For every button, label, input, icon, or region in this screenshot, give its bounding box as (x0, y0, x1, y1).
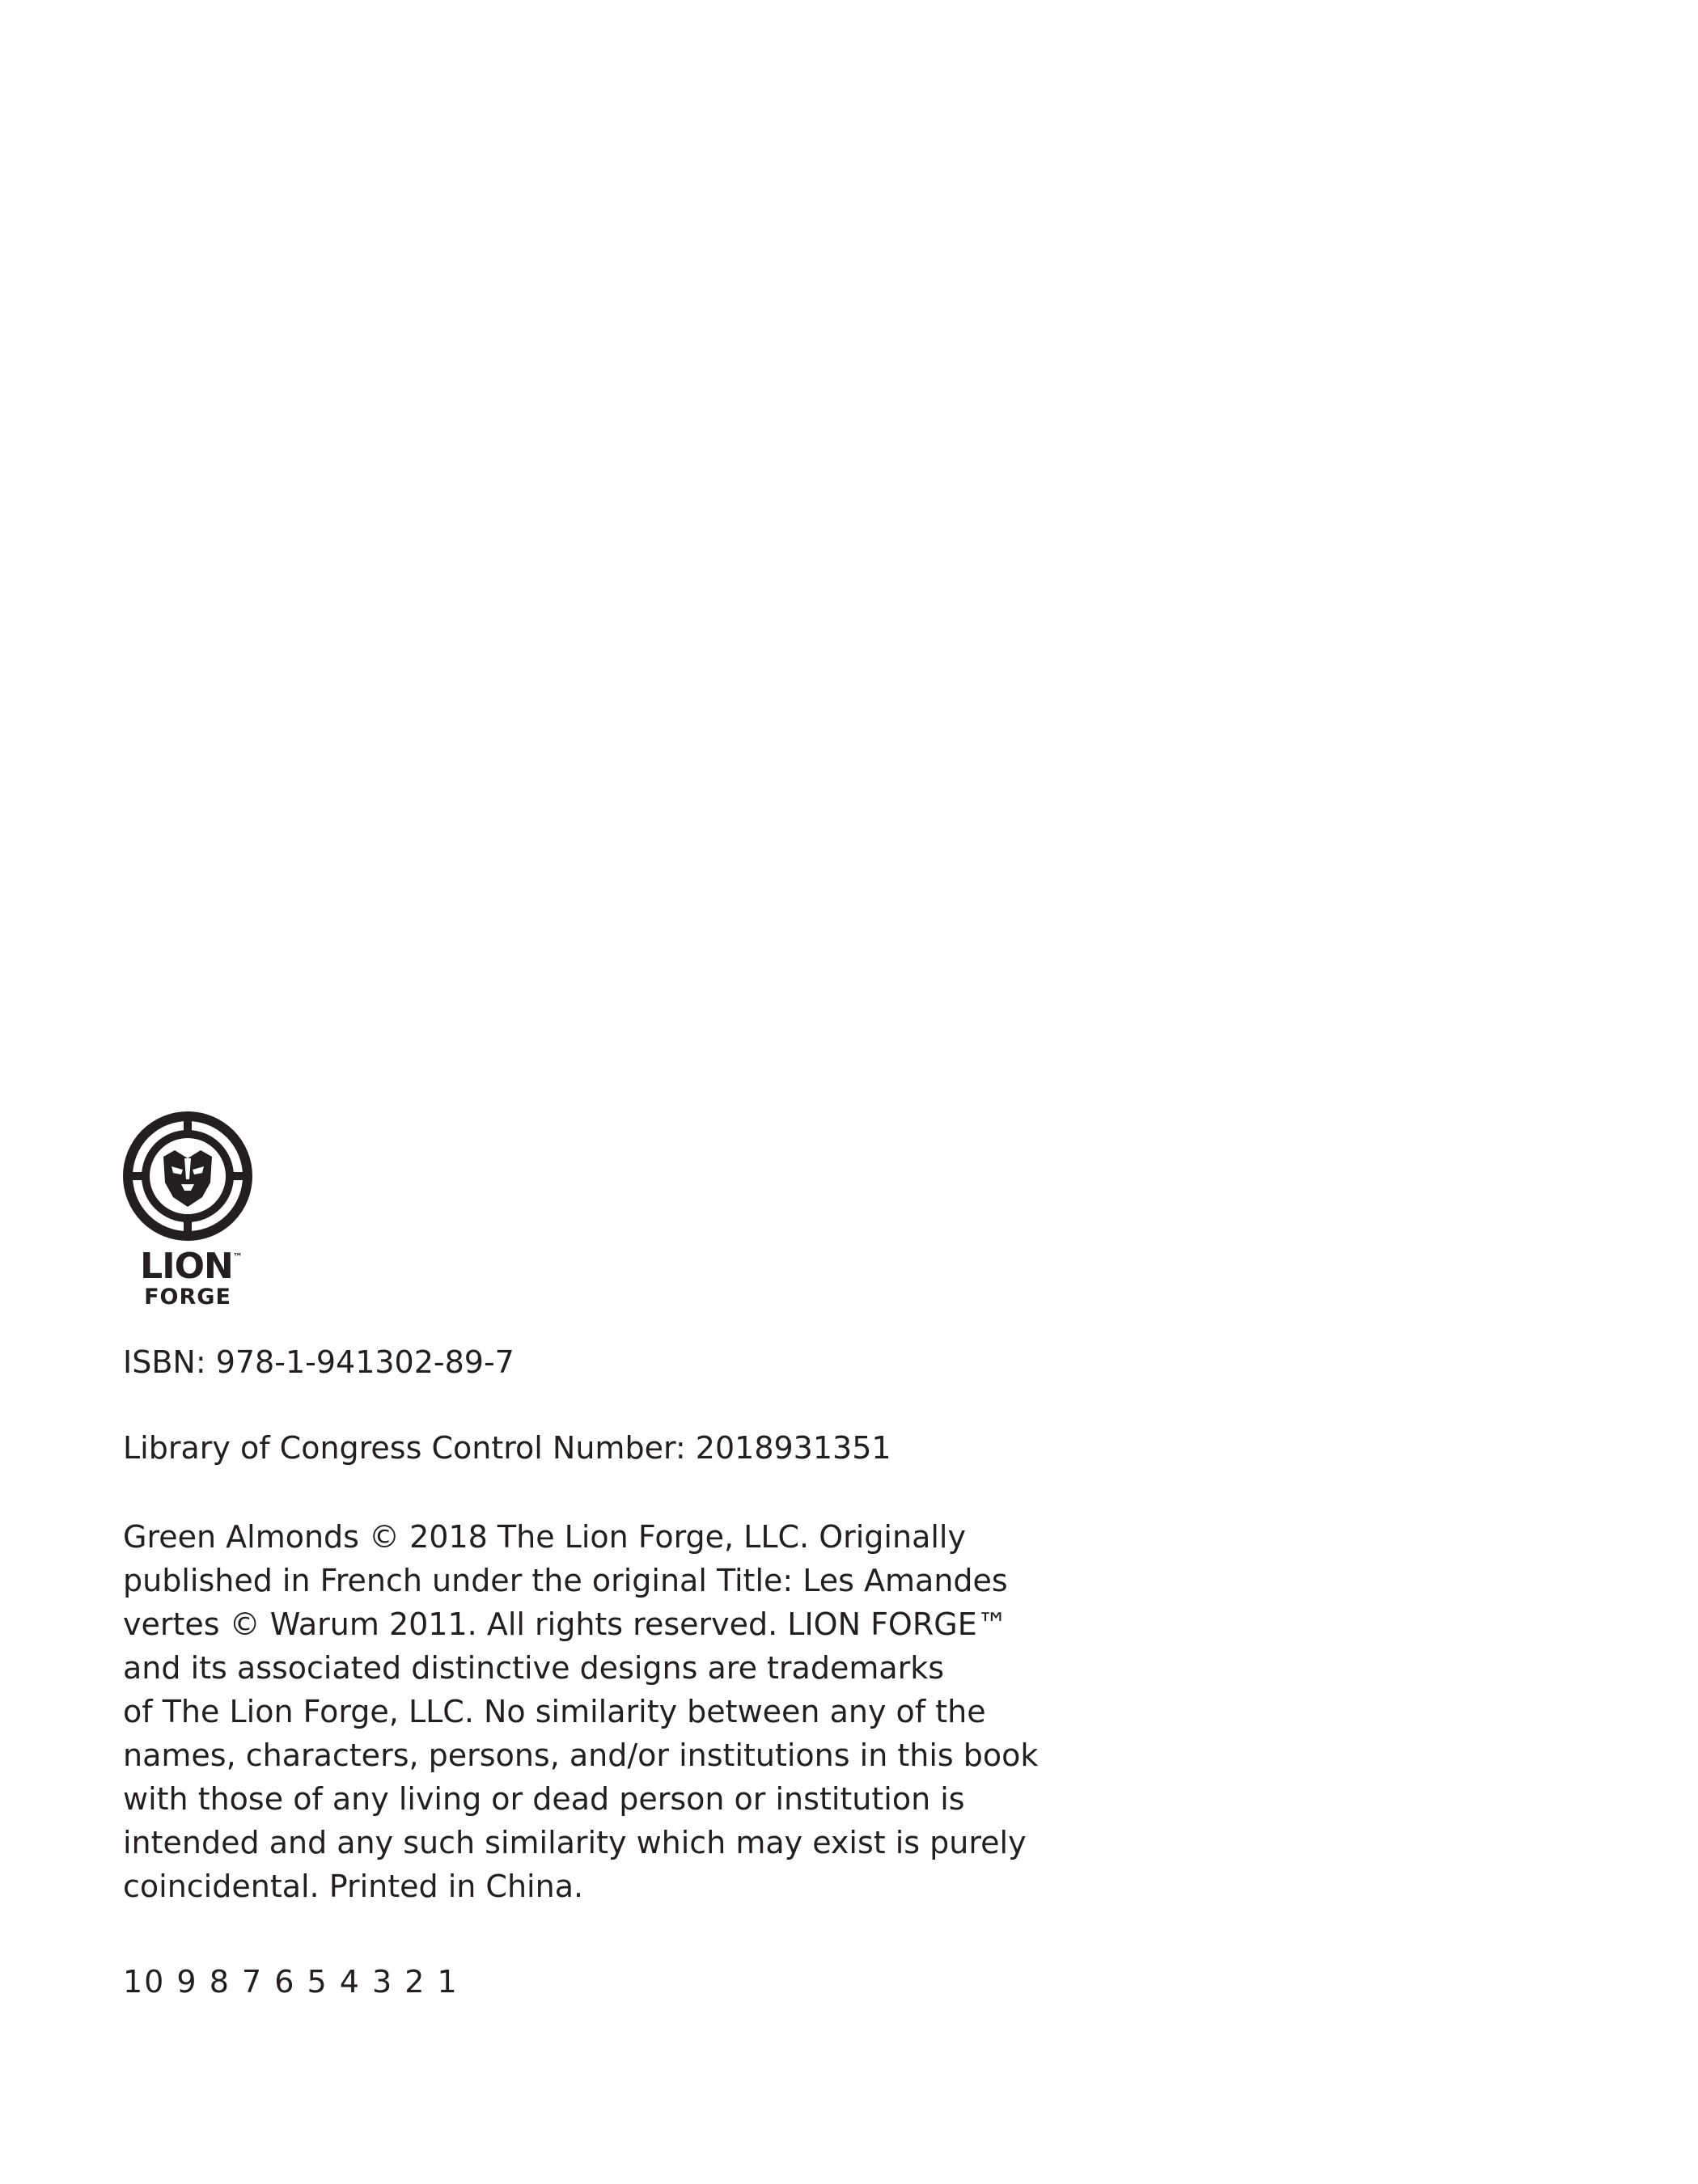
notice-line: with those of any living or dead person or institution is (123, 1781, 965, 1817)
logo-wordmark-lion: LION™ (140, 1246, 242, 1287)
publisher-logo (121, 1110, 254, 1308)
lccn-line: Library of Congress Control Number: 2018931351 (123, 1430, 891, 1466)
logo-wordmark-forge: FORGE (144, 1285, 231, 1310)
isbn-line: ISBN: 978-1-941302-89-7 (123, 1344, 514, 1380)
notice-line: of The Lion Forge, LLC. No similarity between any of the (123, 1694, 986, 1729)
notice-line: intended and any such similarity which may exist is purely (123, 1825, 1027, 1860)
notice-line: names, characters, persons, and/or institutions in this book (123, 1737, 1039, 1773)
notice-line: vertes © Warum 2011. All rights reserved. LION FORGE™ (123, 1606, 1008, 1642)
printing-number-line: 10 9 8 7 6 5 4 3 2 1 (123, 1964, 459, 2000)
lion-head-icon (121, 1110, 254, 1242)
notice-line: Green Almonds © 2018 The Lion Forge, LLC. Originally (123, 1519, 966, 1555)
notice-line: coincidental. Printed in China. (123, 1869, 584, 1904)
copyright-notice (123, 1515, 1038, 1908)
notice-line: and its associated distinctive designs are trademarks (123, 1650, 945, 1686)
notice-line: published in French under the original Title: Les Amandes (123, 1563, 1008, 1598)
